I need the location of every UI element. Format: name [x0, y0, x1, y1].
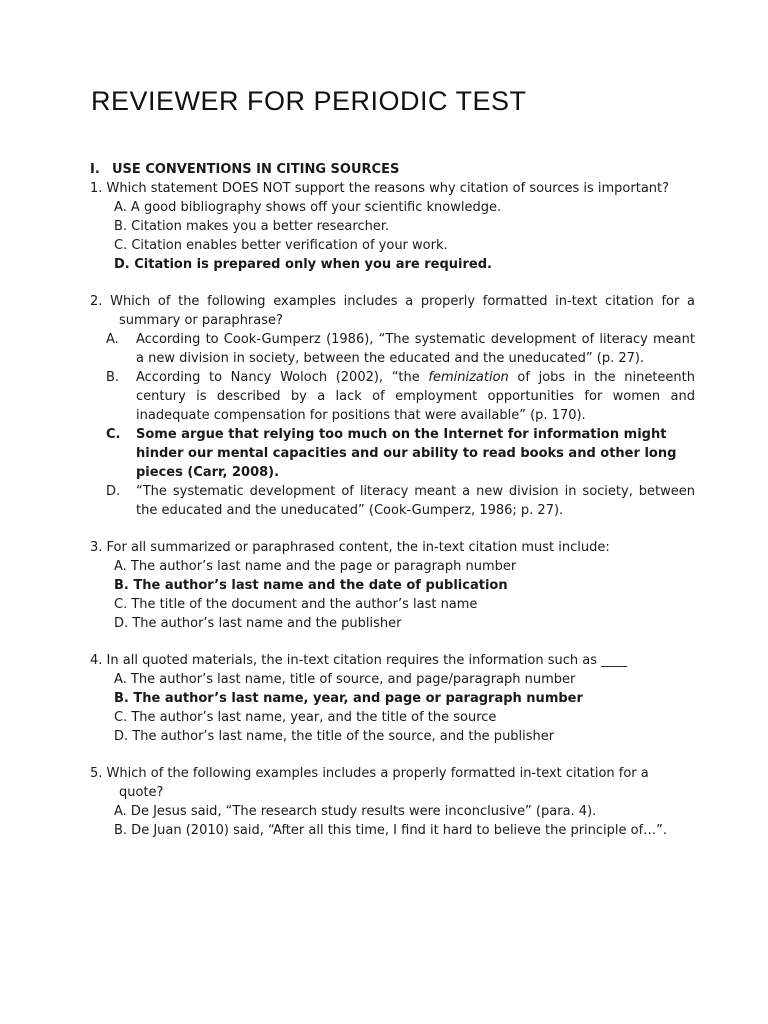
choice-letter: D. — [106, 484, 121, 499]
question-2-choice-b — [106, 368, 695, 425]
question-3 — [90, 538, 695, 633]
page-title: REVIEWER FOR PERIODIC TEST — [91, 86, 527, 116]
choice-letter: B. — [106, 370, 120, 385]
section-title: USE CONVENTIONS IN CITING SOURCES — [112, 162, 400, 177]
question-3-stem: 3. For all summarized or paraphrased content, the in-text citation must include: — [90, 540, 610, 555]
question-5 — [90, 764, 695, 840]
choice-text-italic: feminization — [428, 370, 509, 385]
question-5-choice-b: B. De Juan (2010) said, “After all this time, I find it hard to believe the principle of…”. — [114, 823, 668, 838]
question-4 — [90, 651, 695, 746]
question-5-stem: 5. Which of the following examples includes a properly formatted in-text citation for a quote? — [90, 766, 649, 800]
question-4-choice-a: A. The author’s last name, title of source, and page/paragraph number — [114, 672, 576, 687]
question-3-choice-c: C. The title of the document and the author’s last name — [114, 597, 478, 612]
question-2-choices — [90, 330, 695, 520]
question-3-choice-d: D. The author’s last name and the publisher — [114, 616, 402, 631]
question-2 — [90, 292, 695, 520]
choice-letter: A. — [106, 332, 119, 347]
spacer — [90, 746, 695, 764]
choice-text — [136, 368, 695, 425]
question-4-choice-c: C. The author’s last name, year, and the title of the source — [114, 710, 497, 725]
question-2-choice-d — [106, 482, 695, 520]
spacer — [90, 633, 695, 651]
spacer — [90, 520, 695, 538]
question-1-choice-b: B. Citation makes you a better researcher. — [114, 219, 390, 234]
section-number: I. — [90, 162, 100, 177]
question-4-choice-b: B. The author’s last name, year, and page or paragraph number — [114, 691, 583, 706]
document-body — [90, 160, 695, 840]
question-4-stem: 4. In all quoted materials, the in-text citation requires the information such as ____ — [90, 653, 628, 668]
question-2-choice-c — [106, 425, 695, 482]
question-2-stem: 2. Which of the following examples includes a properly formatted in-text citation for a summary or paraphrase? — [90, 294, 695, 328]
section-heading — [90, 160, 695, 179]
question-4-choice-d: D. The author’s last name, the title of the source, and the publisher — [114, 729, 555, 744]
choice-text: Some argue that relying too much on the Internet for information might hinder our mental capacities and our ability to read books and other long pieces (Carr, 2008). — [136, 427, 677, 480]
choice-text: “The systematic development of literacy meant a new division in society, between the educated and the uneducated” (Cook-Gumperz, 1986; p. 27). — [136, 484, 695, 518]
question-3-choice-b: B. The author’s last name and the date of publication — [114, 578, 508, 593]
question-3-choice-a: A. The author’s last name and the page or paragraph number — [114, 559, 517, 574]
question-1 — [90, 179, 695, 274]
choice-letter: C. — [106, 427, 121, 442]
question-1-stem: 1. Which statement DOES NOT support the reasons why citation of sources is important? — [90, 181, 670, 196]
choice-text-part: According to Nancy Woloch (2002), “the — [136, 370, 429, 385]
choice-text-part: of jobs in the nineteenth century is described by a lack of employment opportunities for women and inadequate compensation for positions that were available” (p. 170). — [136, 370, 695, 423]
choice-text: According to Cook-Gumperz (1986), “The systematic development of literacy meant a new division in society, between the educated and the uneducated” (p. 27). — [136, 332, 695, 366]
spacer — [90, 274, 695, 292]
question-1-choice-c: C. Citation enables better verification of your work. — [114, 238, 448, 253]
question-1-choice-d: D. Citation is prepared only when you are required. — [114, 257, 492, 272]
question-5-choice-a: A. De Jesus said, “The research study results were inconclusive” (para. 4). — [114, 804, 597, 819]
question-2-choice-a — [106, 330, 695, 368]
question-1-choice-a: A. A good bibliography shows off your scientific knowledge. — [114, 200, 502, 215]
